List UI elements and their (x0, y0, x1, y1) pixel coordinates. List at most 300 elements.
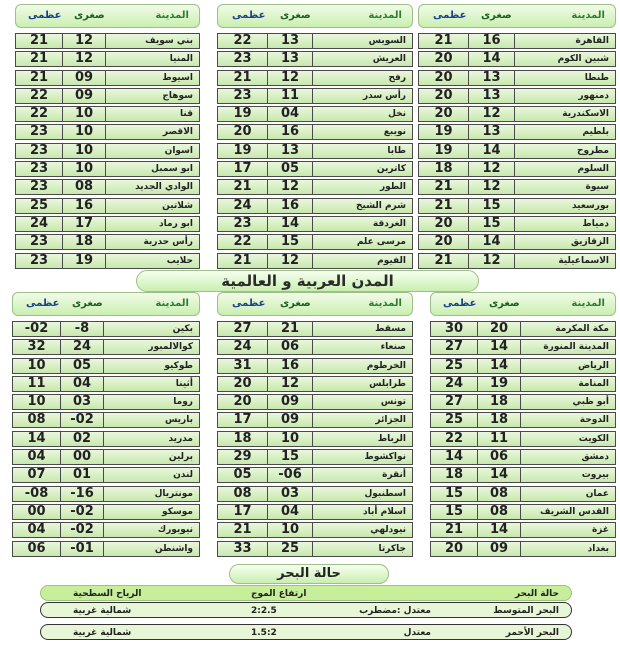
table-row (418, 69, 616, 87)
max-temp: 06 (12, 541, 61, 557)
city-name: بيروت (520, 467, 616, 483)
section-banner: المدن العربية و العالمية (136, 270, 479, 292)
table-row (217, 123, 413, 141)
min-temp: 18 (62, 234, 106, 250)
max-temp: 30 (430, 321, 478, 337)
min-temp: 14 (477, 339, 521, 355)
max-temp: 24 (217, 198, 268, 214)
city-name: الطور (312, 179, 413, 195)
min-temp: 08 (62, 179, 106, 195)
city-name: الغردقة (312, 216, 413, 232)
table-row (217, 503, 413, 521)
min-temp: 09 (267, 412, 313, 428)
sea-state-title: حالة البحر (229, 564, 389, 584)
max-temp: 20 (418, 216, 469, 232)
table-row (12, 521, 200, 539)
min-temp: 08 (477, 486, 521, 502)
city-name: نواكشوط (312, 449, 413, 465)
header-min: صغرى (280, 298, 311, 309)
city-name: بلطيم (514, 124, 616, 140)
min-temp: 14 (468, 51, 515, 67)
min-temp: 19 (62, 253, 106, 269)
city-name: الاسماعيلية (514, 253, 616, 269)
city-name: طوكيو (103, 358, 200, 374)
min-temp: 14 (477, 358, 521, 374)
sea-name: البحر المتوسط (493, 606, 559, 616)
min-temp: -02 (60, 522, 104, 538)
table-header (418, 4, 616, 28)
min-temp: 25 (267, 541, 313, 557)
city-name: سوهاج (105, 88, 200, 104)
min-temp: 00 (60, 449, 104, 465)
min-temp: 10 (62, 143, 106, 159)
max-temp: 20 (418, 51, 469, 67)
max-temp: 21 (418, 198, 469, 214)
max-temp: 20 (217, 124, 268, 140)
max-temp: 22 (15, 106, 63, 122)
table-row (418, 142, 616, 160)
max-temp: 23 (15, 161, 63, 177)
sea-header-name: حالة البحر (514, 589, 559, 599)
city-name: برلين (103, 449, 200, 465)
header-min: صغرى (481, 10, 512, 21)
max-temp: -02 (12, 321, 61, 337)
table-header (15, 4, 200, 28)
max-temp: 18 (418, 161, 469, 177)
min-temp: 09 (62, 88, 106, 104)
sea-name: البحر الأحمر (505, 628, 559, 638)
table-row (430, 448, 616, 466)
max-temp: 10 (12, 358, 61, 374)
city-name: مطروح (514, 143, 616, 159)
city-name: الاسكندرية (514, 106, 616, 122)
table-row (418, 252, 616, 270)
min-temp: 10 (267, 522, 313, 538)
min-temp: -02 (60, 412, 104, 428)
sea-wave: 1.5:2 (251, 628, 277, 638)
city-name: الزقازيق (514, 234, 616, 250)
max-temp: 18 (430, 467, 478, 483)
min-temp: 13 (468, 88, 515, 104)
max-temp: 04 (12, 522, 61, 538)
table-row (217, 32, 413, 50)
max-temp: 15 (430, 504, 478, 520)
city-name: جاكرتا (312, 541, 413, 557)
city-name: دمنهور (514, 88, 616, 104)
header-city: المدينة (155, 10, 189, 21)
header-max: عظمى (232, 298, 266, 309)
min-temp: 10 (62, 106, 106, 122)
header-min: صغرى (74, 10, 105, 21)
table-row (217, 233, 413, 251)
table-row (217, 540, 413, 558)
table-row (217, 178, 413, 196)
max-temp: 10 (12, 394, 61, 410)
city-name: السلوم (514, 161, 616, 177)
city-name: باريس (103, 412, 200, 428)
max-temp: 23 (15, 143, 63, 159)
city-name: دمشق (520, 449, 616, 465)
max-temp: -08 (12, 486, 61, 502)
max-temp: 19 (217, 143, 268, 159)
min-temp: 14 (468, 234, 515, 250)
min-temp: 24 (60, 339, 104, 355)
max-temp: 29 (217, 449, 268, 465)
table-row (217, 521, 413, 539)
table-row (430, 430, 616, 448)
min-temp: 15 (267, 234, 313, 250)
city-name: دمياط (514, 216, 616, 232)
min-temp: 21 (267, 321, 313, 337)
city-name: لندن (103, 467, 200, 483)
max-temp: 24 (430, 376, 478, 392)
table-row (217, 375, 413, 393)
city-name: اسوان (105, 143, 200, 159)
max-temp: 25 (15, 198, 63, 214)
min-temp: 05 (267, 161, 313, 177)
min-temp: 15 (468, 216, 515, 232)
city-name: طابا (312, 143, 413, 159)
min-temp: 12 (468, 161, 515, 177)
max-temp: 20 (217, 394, 268, 410)
max-temp: 24 (15, 216, 63, 232)
city-name: مدريد (103, 431, 200, 447)
table-row (430, 466, 616, 484)
sea-row-red-sea (40, 624, 572, 640)
table-row (15, 87, 200, 105)
city-name: مسقط (312, 321, 413, 337)
max-temp: 33 (217, 541, 268, 557)
header-city: المدينة (571, 10, 605, 21)
city-name: الوادي الجديد (105, 179, 200, 195)
max-temp: 21 (15, 70, 63, 86)
min-temp: -8 (60, 321, 104, 337)
min-temp: 16 (62, 198, 106, 214)
max-temp: 21 (217, 253, 268, 269)
min-temp: 16 (267, 198, 313, 214)
max-temp: 27 (217, 321, 268, 337)
table-header (430, 292, 616, 316)
table-row (12, 430, 200, 448)
max-temp: 22 (217, 234, 268, 250)
table-row (15, 123, 200, 141)
max-temp: 23 (217, 88, 268, 104)
table-egypt-c (15, 4, 200, 270)
min-temp: 10 (62, 161, 106, 177)
max-temp: 21 (418, 253, 469, 269)
city-name: بكين (103, 321, 200, 337)
table-row (15, 50, 200, 68)
city-name: روما (103, 394, 200, 410)
table-row (12, 503, 200, 521)
header-min: صغرى (72, 298, 103, 309)
table-row (217, 466, 413, 484)
max-temp: 23 (217, 51, 268, 67)
max-temp: 19 (418, 143, 469, 159)
min-temp: 12 (62, 51, 106, 67)
city-name: قنا (105, 106, 200, 122)
table-row (430, 521, 616, 539)
max-temp: 14 (12, 431, 61, 447)
table-row (418, 215, 616, 233)
table-row (217, 160, 413, 178)
max-temp: 20 (418, 234, 469, 250)
city-name: موسكو (103, 504, 200, 520)
min-temp: 15 (468, 198, 515, 214)
min-temp: 14 (477, 522, 521, 538)
sea-state: معتدل (403, 628, 431, 638)
table-row (418, 197, 616, 215)
table-row (217, 105, 413, 123)
min-temp: 16 (468, 33, 515, 49)
max-temp: 00 (12, 504, 61, 520)
table-world-b (217, 292, 413, 558)
table-row (430, 375, 616, 393)
table-row (217, 485, 413, 503)
table-row (12, 393, 200, 411)
max-temp: 11 (12, 376, 61, 392)
min-temp: 14 (477, 467, 521, 483)
city-name: الخرطوم (312, 358, 413, 374)
min-temp: -16 (60, 486, 104, 502)
city-name: الرباط (312, 431, 413, 447)
table-row (15, 69, 200, 87)
max-temp: 21 (217, 179, 268, 195)
max-temp: 20 (217, 376, 268, 392)
sea-header-row (40, 585, 572, 601)
max-temp: 21 (418, 179, 469, 195)
city-name: بغداد (520, 541, 616, 557)
header-max: عظمى (232, 10, 266, 21)
min-temp: 05 (60, 358, 104, 374)
sea-wind: شمالية غربية (73, 606, 132, 616)
min-temp: 13 (468, 124, 515, 140)
max-temp: 08 (217, 486, 268, 502)
min-temp: 12 (468, 179, 515, 195)
city-name: الكويت (520, 431, 616, 447)
city-name: نيويورك (103, 522, 200, 538)
city-name: نويبع (312, 124, 413, 140)
min-temp: 08 (477, 504, 521, 520)
table-world-a (430, 292, 616, 558)
min-temp: 13 (468, 70, 515, 86)
min-temp: -02 (60, 504, 104, 520)
min-temp: 16 (267, 358, 313, 374)
city-name: القدس الشريف (520, 504, 616, 520)
min-temp: -06 (267, 467, 313, 483)
min-temp: 06 (477, 449, 521, 465)
table-row (217, 338, 413, 356)
max-temp: 23 (15, 234, 63, 250)
header-max: عظمى (26, 298, 60, 309)
min-temp: -01 (60, 541, 104, 557)
table-row (430, 393, 616, 411)
city-name: طرابلس (312, 376, 413, 392)
city-name: سيوة (514, 179, 616, 195)
max-temp: 22 (15, 88, 63, 104)
table-row (12, 448, 200, 466)
city-name: بورسعيد (514, 198, 616, 214)
city-name: الفيوم (312, 253, 413, 269)
table-row (15, 105, 200, 123)
city-name: اسيوط (105, 70, 200, 86)
city-name: أنقرة (312, 467, 413, 483)
sea-row-mediterranean (40, 602, 572, 618)
max-temp: 22 (217, 33, 268, 49)
max-temp: 20 (418, 88, 469, 104)
city-name: مونتريال (103, 486, 200, 502)
city-name: المدينة المنورة (520, 339, 616, 355)
sea-header-wave: ارتفاع الموج (251, 589, 307, 599)
min-temp: 04 (60, 376, 104, 392)
max-temp: 05 (217, 467, 268, 483)
table-row (15, 32, 200, 50)
city-name: رأس حدربة (105, 234, 200, 250)
header-city: المدينة (368, 298, 402, 309)
min-temp: 10 (62, 124, 106, 140)
table-egypt-a (418, 4, 616, 270)
max-temp: 21 (15, 33, 63, 49)
table-row (15, 197, 200, 215)
city-name: السويس (312, 33, 413, 49)
max-temp: 17 (217, 161, 268, 177)
table-row (15, 178, 200, 196)
table-row (217, 69, 413, 87)
table-row (217, 197, 413, 215)
city-name: اسلام أباد (312, 504, 413, 520)
city-name: شبين الكوم (514, 51, 616, 67)
max-temp: 25 (430, 412, 478, 428)
city-name: المنامة (520, 376, 616, 392)
min-temp: 12 (468, 106, 515, 122)
max-temp: 21 (418, 33, 469, 49)
table-row (15, 233, 200, 251)
header-city: المدينة (368, 10, 402, 21)
min-temp: 10 (267, 431, 313, 447)
min-temp: 03 (267, 486, 313, 502)
max-temp: 31 (217, 358, 268, 374)
min-temp: 19 (477, 376, 521, 392)
table-row (15, 160, 200, 178)
sea-state: معتدل :مضطرب (359, 606, 431, 616)
table-header (12, 292, 200, 316)
min-temp: 18 (477, 394, 521, 410)
city-name: رأس سدر (312, 88, 413, 104)
table-header (217, 292, 413, 316)
min-temp: 12 (267, 253, 313, 269)
header-min: صغرى (280, 10, 311, 21)
sea-wave: 2:2.5 (251, 606, 277, 616)
city-name: صنعاء (312, 339, 413, 355)
min-temp: 12 (468, 253, 515, 269)
table-row (12, 320, 200, 338)
min-temp: 14 (267, 216, 313, 232)
table-row (217, 215, 413, 233)
table-row (12, 411, 200, 429)
min-temp: 09 (267, 394, 313, 410)
header-city: المدينة (155, 298, 189, 309)
city-name: واشنطن (103, 541, 200, 557)
min-temp: 03 (60, 394, 104, 410)
min-temp: 06 (267, 339, 313, 355)
max-temp: 14 (430, 449, 478, 465)
min-temp: 17 (62, 216, 106, 232)
table-row (418, 32, 616, 50)
city-name: غزة (520, 522, 616, 538)
table-row (217, 252, 413, 270)
table-row (12, 540, 200, 558)
table-egypt-b (217, 4, 413, 270)
max-temp: 07 (12, 467, 61, 483)
sea-header-wind: الرياح السطحية (73, 589, 142, 599)
max-temp: 08 (12, 412, 61, 428)
city-name: المنيا (105, 51, 200, 67)
header-min: صغرى (489, 298, 520, 309)
table-row (217, 357, 413, 375)
city-name: رفح (312, 70, 413, 86)
table-row (217, 87, 413, 105)
table-row (12, 375, 200, 393)
header-max: عظمى (443, 298, 477, 309)
table-row (430, 411, 616, 429)
city-name: اسطنبول (312, 486, 413, 502)
max-temp: 22 (430, 431, 478, 447)
table-row (430, 320, 616, 338)
max-temp: 15 (430, 486, 478, 502)
city-name: طنطا (514, 70, 616, 86)
min-temp: 14 (468, 143, 515, 159)
max-temp: 23 (15, 124, 63, 140)
min-temp: 12 (267, 70, 313, 86)
header-max: عظمى (433, 10, 467, 21)
table-row (418, 160, 616, 178)
city-name: ابو سمبل (105, 161, 200, 177)
table-row (217, 142, 413, 160)
max-temp: 17 (217, 504, 268, 520)
max-temp: 20 (418, 70, 469, 86)
city-name: حلايب (105, 253, 200, 269)
max-temp: 21 (217, 522, 268, 538)
max-temp: 27 (430, 394, 478, 410)
min-temp: 13 (267, 51, 313, 67)
table-row (12, 338, 200, 356)
header-city: المدينة (571, 298, 605, 309)
max-temp: 17 (217, 412, 268, 428)
city-name: نخل (312, 106, 413, 122)
city-name: أبو ظبي (520, 394, 616, 410)
header-max: عظمى (28, 10, 62, 21)
table-row (430, 540, 616, 558)
city-name: ابو رماد (105, 216, 200, 232)
max-temp: 04 (12, 449, 61, 465)
max-temp: 25 (430, 358, 478, 374)
max-temp: 19 (217, 106, 268, 122)
table-row (12, 466, 200, 484)
max-temp: 32 (12, 339, 61, 355)
table-row (217, 50, 413, 68)
min-temp: 13 (267, 33, 313, 49)
table-row (430, 485, 616, 503)
max-temp: 23 (15, 179, 63, 195)
city-name: تونس (312, 394, 413, 410)
table-row (12, 485, 200, 503)
min-temp: 11 (267, 88, 313, 104)
max-temp: 20 (418, 106, 469, 122)
max-temp: 23 (15, 253, 63, 269)
table-row (217, 393, 413, 411)
max-temp: 19 (418, 124, 469, 140)
max-temp: 21 (15, 51, 63, 67)
